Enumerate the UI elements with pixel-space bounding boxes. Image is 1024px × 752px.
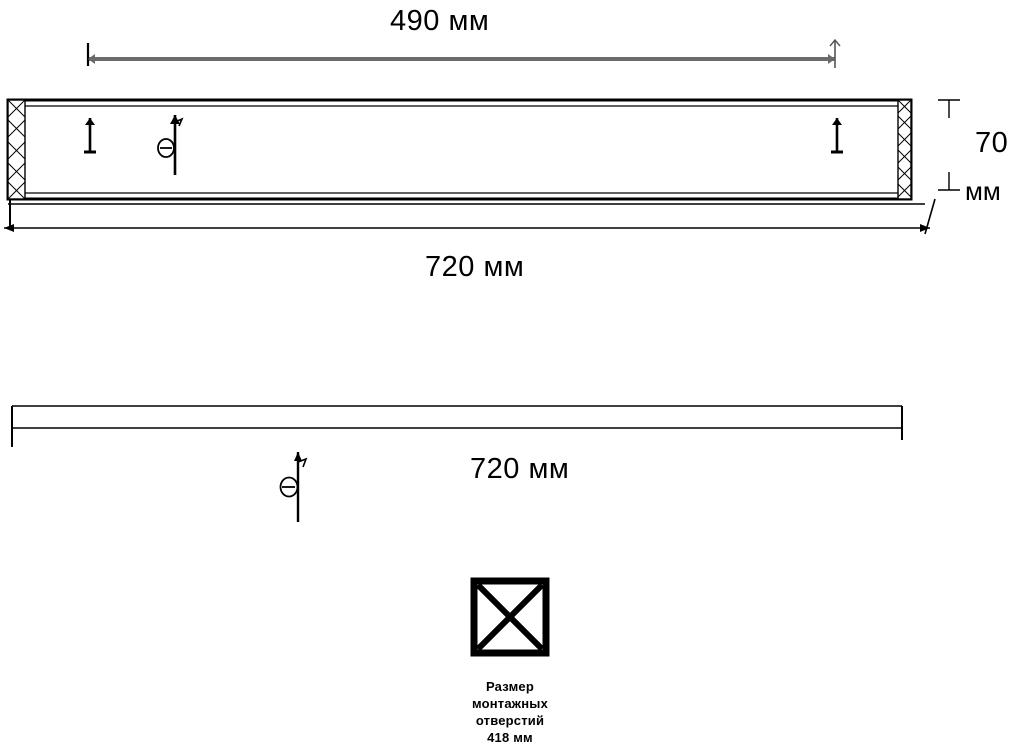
dimension-label-720-top: 720 мм: [425, 251, 525, 283]
dimension-line-icon: [88, 40, 840, 68]
dimension-label-height-value: 70: [975, 127, 1009, 159]
profile-body-icon: [8, 100, 911, 199]
note-line-4: 418 мм: [487, 730, 533, 745]
lower-profile-icon: [12, 406, 902, 447]
dimension-label-720-bottom: 720 мм: [470, 453, 570, 485]
hatch-pattern-icon: [898, 100, 911, 199]
mounting-hole-square-icon: [474, 581, 546, 653]
center-axis-icon: [281, 452, 307, 522]
note-line-1: Размер: [485, 679, 534, 694]
dimension-label-height-unit: мм: [965, 176, 1001, 206]
note-line-2: монтажных: [471, 696, 549, 711]
note-line-3: отверстий: [475, 713, 545, 728]
overall-width-dimension-icon: [4, 199, 935, 234]
hatch-pattern-icon: [8, 100, 25, 199]
dimension-label-490: 490 мм: [390, 5, 490, 37]
height-dimension-icon: [938, 100, 960, 190]
